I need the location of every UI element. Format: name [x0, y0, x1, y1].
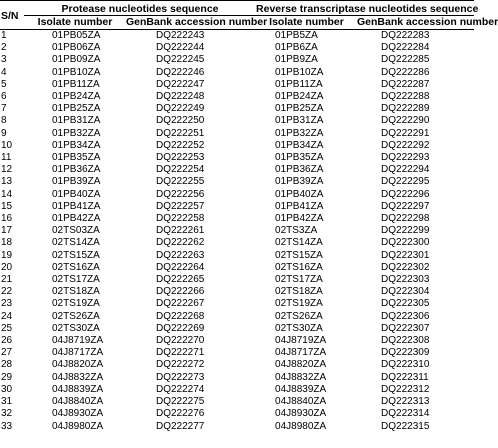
reverse-isolate-cell: 04J8832ZA	[275, 371, 327, 383]
table-row	[0, 262, 474, 274]
table-row	[0, 152, 474, 164]
protease-accession-cell: DQ222267	[156, 298, 205, 310]
reverse-isolate-cell: 04J8820ZA	[275, 359, 327, 371]
reverse-isolate-cell: 01PB39ZA	[275, 176, 324, 188]
reverse-accession-cell: DQ222291	[381, 127, 430, 139]
protease-accession-cell: DQ222274	[156, 383, 205, 395]
protease-accession-cell: DQ222246	[156, 66, 205, 78]
table-row	[0, 140, 474, 152]
protease-accession-cell: DQ222273	[156, 371, 205, 383]
row-sn-cell: 29	[1, 371, 13, 383]
reverse-accession-cell: DQ222304	[381, 286, 430, 298]
protease-accession-cell: DQ222257	[156, 200, 205, 212]
protease-accession-cell: DQ222262	[156, 237, 205, 249]
reverse-accession-cell: DQ222296	[381, 188, 430, 200]
row-sn-cell: 21	[1, 274, 13, 286]
protease-accession-cell: DQ222255	[156, 176, 205, 188]
protease-isolate-cell: 04J8980ZA	[52, 420, 104, 432]
reverse-isolate-cell: 04J8980ZA	[275, 420, 327, 432]
table-row	[0, 176, 474, 188]
reverse-accession-cell: DQ222292	[381, 139, 430, 151]
row-sn-cell: 23	[1, 298, 13, 310]
row-sn-cell: 31	[1, 396, 13, 408]
protease-isolate-cell: 02TS19ZA	[52, 298, 100, 310]
table-row	[0, 396, 474, 408]
reverse-accession-cell: DQ222302	[381, 261, 430, 273]
protease-isolate-cell: 01PB09ZA	[52, 54, 101, 66]
reverse-isolate-cell: 02TS17ZA	[275, 274, 323, 286]
protease-isolate-cell: 01PB31ZA	[52, 115, 101, 127]
reverse-accession-cell: DQ222300	[381, 237, 430, 249]
table-row	[0, 250, 474, 262]
protease-accession-cell: DQ222258	[156, 213, 205, 225]
protease-isolate-cell: 01PB42ZA	[52, 213, 101, 225]
table-row	[0, 311, 474, 323]
protease-accession-cell: DQ222250	[156, 115, 205, 127]
row-sn-cell: 24	[1, 310, 13, 322]
reverse-isolate-cell: 04J8717ZA	[275, 347, 327, 359]
protease-accession-cell: DQ222253	[156, 152, 205, 164]
protease-accession-cell: DQ222248	[156, 91, 205, 103]
protease-accession-cell: DQ222269	[156, 322, 205, 334]
table-row	[0, 384, 474, 396]
table-row	[0, 164, 474, 176]
protease-isolate-cell: 01PB40ZA	[52, 188, 101, 200]
protease-isolate-cell: 01PB11ZA	[52, 78, 100, 90]
reverse-accession-cell: DQ222310	[381, 359, 430, 371]
reverse-accession-cell: DQ222309	[381, 347, 430, 359]
row-sn-cell: 8	[1, 115, 7, 127]
table-row	[0, 359, 474, 371]
reverse-isolate-cell: 01PB25ZA	[275, 103, 324, 115]
reverse-isolate-cell: 01PB41ZA	[275, 200, 324, 212]
row-sn-cell: 27	[1, 347, 13, 359]
row-sn-cell: 9	[1, 127, 7, 139]
reverse-isolate-cell: 04J8930ZA	[275, 408, 327, 420]
reverse-isolate-cell: 01PB10ZA	[275, 66, 324, 78]
reverse-isolate-cell: 01PB32ZA	[275, 127, 324, 139]
reverse-isolate-cell: 01PB31ZA	[275, 115, 324, 127]
protease-isolate-cell: 02TS18ZA	[52, 286, 100, 298]
reverse-isolate-cell: 04J8840ZA	[275, 396, 327, 408]
reverse-isolate-cell: 01PB42ZA	[275, 213, 324, 225]
protease-isolate-cell: 01PB36ZA	[52, 164, 101, 176]
row-sn-cell: 22	[1, 286, 13, 298]
reverse-accession-cell: DQ222313	[381, 396, 430, 408]
reverse-isolate-cell: 01PB9ZA	[275, 54, 318, 66]
protease-isolate-cell: 01PB25ZA	[52, 103, 101, 115]
reverse-isolate-cell: 02TS30ZA	[275, 322, 323, 334]
protease-accession-cell: DQ222245	[156, 54, 205, 66]
row-sn-cell: 33	[1, 420, 13, 432]
protease-accession-cell: DQ222265	[156, 274, 205, 286]
protease-isolate-cell: 02TS03ZA	[52, 225, 100, 237]
table-row	[0, 225, 474, 237]
protease-accession-cell: DQ222243	[156, 30, 205, 41]
table-row	[0, 274, 474, 286]
reverse-accession-cell: DQ222294	[381, 164, 430, 176]
table-row	[0, 201, 474, 213]
row-sn-cell: 30	[1, 383, 13, 395]
protease-accession-cell: DQ222277	[156, 420, 205, 432]
reverse-accession-cell: DQ222289	[381, 103, 430, 115]
reverse-accession-cell: DQ222308	[381, 335, 430, 347]
reverse-accession-cell: DQ222315	[381, 420, 430, 432]
protease-isolate-cell: 02TS16ZA	[52, 261, 100, 273]
table-row	[0, 323, 474, 335]
row-sn-cell: 7	[1, 103, 7, 115]
row-sn-cell: 32	[1, 408, 13, 420]
protease-genbank-header: GenBank accession number	[126, 16, 268, 28]
reverse-accession-cell: DQ222284	[381, 42, 430, 54]
reverse-isolate-cell: 01PB5ZA	[275, 30, 318, 41]
protease-accession-cell: DQ222272	[156, 359, 205, 371]
protease-isolate-cell: 02TS26ZA	[52, 310, 100, 322]
protease-accession-cell: DQ222263	[156, 249, 205, 261]
table-row	[0, 91, 474, 103]
row-sn-cell: 10	[1, 139, 13, 151]
protease-accession-cell: DQ222256	[156, 188, 205, 200]
row-sn-cell: 14	[1, 188, 13, 200]
table-row	[0, 237, 474, 249]
table-row	[0, 335, 474, 347]
table-header	[0, 1, 498, 30]
reverse-isolate-cell: 01PB40ZA	[275, 188, 324, 200]
reverse-isolate-cell: 02TS19ZA	[275, 298, 323, 310]
reverse-accession-cell: DQ222312	[381, 383, 430, 395]
reverse-isolate-cell: 02TS16ZA	[275, 261, 323, 273]
table-row	[0, 189, 474, 201]
protease-isolate-cell: 01PB35ZA	[52, 152, 101, 164]
header-row-columns	[0, 16, 474, 30]
protease-accession-cell: DQ222268	[156, 310, 205, 322]
row-sn-cell: 16	[1, 213, 13, 225]
row-sn-cell: 2	[1, 42, 7, 54]
reverse-group-header: Reverse transcriptase nucleotides sequence	[256, 2, 479, 15]
row-sn-cell: 25	[1, 322, 13, 334]
table-row	[0, 298, 474, 310]
reverse-accession-cell: DQ222301	[381, 249, 430, 261]
reverse-isolate-cell: 04J8719ZA	[275, 335, 327, 347]
protease-accession-cell: DQ222275	[156, 396, 205, 408]
protease-isolate-cell: 01PB06ZA	[52, 42, 101, 54]
protease-isolate-cell: 02TS15ZA	[52, 249, 100, 261]
table-row	[0, 42, 474, 54]
protease-isolate-cell: 01PB10ZA	[52, 66, 101, 78]
row-sn-cell: 11	[1, 152, 12, 164]
reverse-accession-cell: DQ222286	[381, 66, 430, 78]
row-sn-cell: 4	[1, 66, 7, 78]
row-sn-cell: 26	[1, 335, 13, 347]
reverse-isolate-cell: 01PB11ZA	[275, 78, 323, 90]
reverse-genbank-header: GenBank accession number	[357, 16, 498, 28]
row-sn-cell: 18	[1, 237, 13, 249]
reverse-accession-cell: DQ222285	[381, 54, 430, 66]
protease-isolate-cell: 04J8839ZA	[52, 383, 104, 395]
protease-isolate-cell: 01PB34ZA	[52, 139, 101, 151]
protease-isolate-cell: 01PB32ZA	[52, 127, 101, 139]
row-sn-cell: 12	[1, 164, 13, 176]
reverse-accession-cell: DQ222303	[381, 274, 430, 286]
reverse-isolate-cell: 01PB35ZA	[275, 152, 324, 164]
reverse-accession-cell: DQ222307	[381, 322, 430, 334]
row-sn-cell: 1	[1, 30, 7, 41]
protease-accession-cell: DQ222254	[156, 164, 205, 176]
reverse-isolate-cell: 04J8839ZA	[275, 383, 327, 395]
reverse-accession-cell: DQ222288	[381, 91, 430, 103]
reverse-isolate-cell: 01PB36ZA	[275, 164, 324, 176]
row-sn-cell: 19	[1, 249, 13, 261]
row-sn-cell: 6	[1, 91, 7, 103]
protease-accession-cell: DQ222252	[156, 139, 205, 151]
row-sn-cell: 5	[1, 78, 7, 90]
reverse-isolate-cell: 01PB6ZA	[275, 42, 318, 54]
protease-isolate-cell: 01PB05ZA	[52, 30, 101, 41]
row-sn-cell: 13	[1, 176, 13, 188]
table-row	[0, 408, 474, 420]
reverse-accession-cell: DQ222311	[381, 371, 429, 383]
protease-isolate-cell: 04J8832ZA	[52, 371, 104, 383]
reverse-isolate-cell: 01PB34ZA	[275, 139, 324, 151]
sn-header: S/N	[0, 1, 24, 30]
table-row	[0, 213, 474, 225]
reverse-isolate-cell: 02TS26ZA	[275, 310, 323, 322]
table-row	[0, 115, 474, 127]
protease-isolate-cell: 04J8840ZA	[52, 396, 104, 408]
protease-isolate-cell: 04J8930ZA	[52, 408, 104, 420]
protease-isolate-cell: 01PB39ZA	[52, 176, 101, 188]
header-row-groups	[0, 1, 474, 16]
protease-accession-cell: DQ222244	[156, 42, 205, 54]
protease-accession-cell: DQ222276	[156, 408, 205, 420]
table-row	[0, 103, 474, 115]
row-sn-cell: 28	[1, 359, 13, 371]
reverse-accession-cell: DQ222297	[381, 200, 430, 212]
reverse-accession-cell: DQ222298	[381, 213, 430, 225]
reverse-accession-cell: DQ222314	[381, 408, 430, 420]
protease-accession-cell: DQ222251	[156, 127, 205, 139]
table-row	[0, 372, 474, 384]
reverse-isolate-header: Isolate number	[256, 16, 357, 30]
protease-isolate-cell: 01PB41ZA	[52, 200, 101, 212]
protease-isolate-cell: 02TS30ZA	[52, 322, 100, 334]
protease-isolate-header: Isolate number	[24, 16, 126, 30]
reverse-accession-cell: DQ222287	[381, 78, 430, 90]
reverse-accession-cell: DQ222306	[381, 310, 430, 322]
protease-accession-cell: DQ222270	[156, 335, 205, 347]
row-sn-cell: 20	[1, 261, 13, 273]
row-sn-cell: 3	[1, 54, 7, 66]
reverse-accession-cell: DQ222283	[381, 30, 430, 41]
protease-isolate-cell: 02TS17ZA	[52, 274, 100, 286]
protease-accession-cell: DQ222247	[156, 78, 205, 90]
reverse-isolate-cell: 01PB24ZA	[275, 91, 324, 103]
protease-isolate-cell: 04J8719ZA	[52, 335, 104, 347]
protease-isolate-cell: 01PB24ZA	[52, 91, 101, 103]
protease-isolate-cell: 02TS14ZA	[52, 237, 100, 249]
table-body	[0, 30, 474, 433]
reverse-accession-cell: DQ222290	[381, 115, 430, 127]
row-sn-cell: 15	[1, 200, 13, 212]
protease-group-header: Protease nucleotides sequence	[24, 1, 256, 16]
reverse-isolate-cell: 02TS3ZA	[275, 225, 318, 237]
protease-accession-cell: DQ222264	[156, 261, 205, 273]
reverse-isolate-cell: 02TS14ZA	[275, 237, 323, 249]
table-row	[0, 128, 474, 140]
protease-accession-cell: DQ222249	[156, 103, 205, 115]
table-row	[0, 54, 474, 66]
reverse-accession-cell: DQ222293	[381, 152, 430, 164]
table-row	[0, 286, 474, 298]
protease-isolate-cell: 04J8820ZA	[52, 359, 104, 371]
protease-isolate-cell: 04J8717ZA	[52, 347, 104, 359]
table-row	[0, 30, 474, 43]
reverse-accession-cell: DQ222295	[381, 176, 430, 188]
reverse-isolate-cell: 02TS18ZA	[275, 286, 323, 298]
reverse-accession-cell: DQ222305	[381, 298, 430, 310]
row-sn-cell: 17	[1, 225, 13, 237]
table-row	[0, 67, 474, 79]
reverse-isolate-cell: 02TS15ZA	[275, 249, 323, 261]
protease-accession-cell: DQ222266	[156, 286, 205, 298]
table-row	[0, 421, 474, 433]
protease-accession-cell: DQ222271	[156, 347, 205, 359]
table-row	[0, 79, 474, 91]
reverse-accession-cell: DQ222299	[381, 225, 430, 237]
table-row	[0, 347, 474, 359]
protease-accession-cell: DQ222261	[156, 225, 205, 237]
